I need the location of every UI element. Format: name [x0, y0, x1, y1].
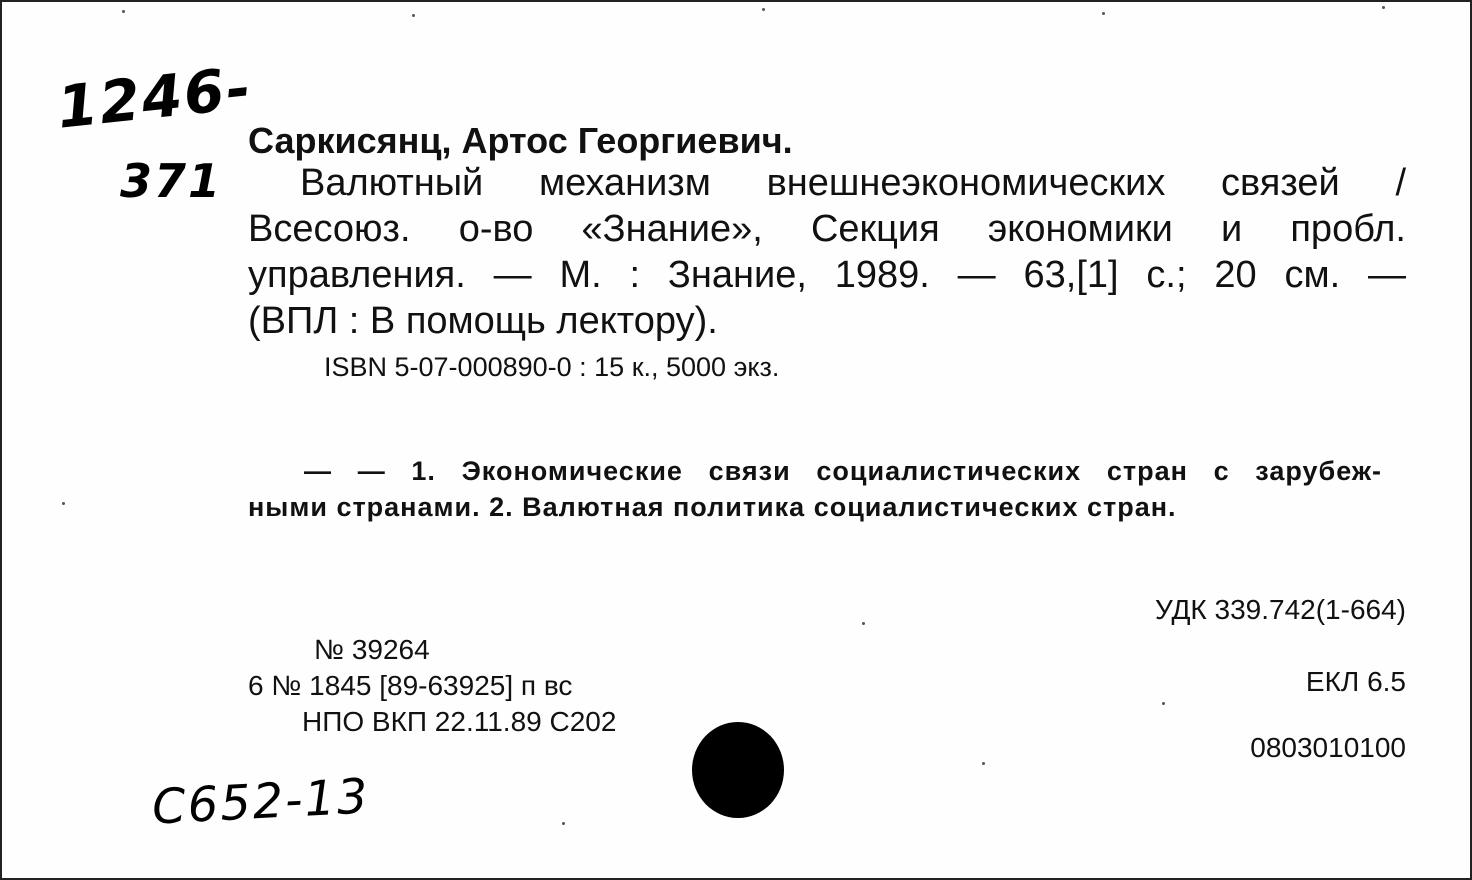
scan-speck	[862, 622, 865, 625]
title-line-4: (ВПЛ : В помощь лектору).	[248, 300, 718, 342]
scan-speck	[1382, 6, 1385, 9]
handwritten-shelf-mark-top: 1246-	[54, 53, 256, 142]
card-number: № 39264	[314, 634, 430, 665]
scan-speck	[62, 502, 65, 505]
title-line-1: Валютный механизм внешнеэкономических связей /	[300, 162, 1406, 204]
scan-speck	[122, 10, 125, 13]
scan-speck	[412, 14, 415, 17]
author-heading: Саркисянц, Артос Георгиевич.	[248, 120, 793, 161]
handwritten-shelf-mark-bottom: 371	[120, 154, 223, 208]
print-line: 6 № 1845 [89-63925] п вс	[248, 670, 573, 701]
scan-speck	[982, 762, 985, 765]
scan-speck	[762, 8, 765, 11]
subject-line-2: ными странами. 2. Валютная политика социалистических стран.	[248, 492, 1177, 522]
udk-classification: УДК 339.742(1-664)	[1154, 594, 1406, 625]
scan-speck	[1102, 12, 1105, 15]
subject-line-1: — — 1. Экономические связи социалистических стран с зарубеж-	[304, 456, 1382, 486]
isbn-line: ISBN 5-07-000890-0 : 15 к., 5000 экз.	[324, 352, 780, 382]
catalog-code: 0803010100	[1250, 732, 1406, 763]
scan-speck	[1162, 702, 1165, 705]
punch-hole	[692, 722, 784, 818]
handwritten-bottom-code: С652-13	[150, 768, 371, 836]
npo-line: НПО ВКП 22.11.89 С202	[302, 706, 617, 737]
title-line-3: управления. — М. : Знание, 1989. — 63,[1] с.; 20 см. —	[248, 254, 1406, 296]
ekl-classification: ЕКЛ 6.5	[1305, 666, 1406, 697]
title-line-2: Всесоюз. о-во «Знание», Секция экономики и пробл.	[248, 208, 1406, 250]
scan-speck	[562, 822, 565, 825]
